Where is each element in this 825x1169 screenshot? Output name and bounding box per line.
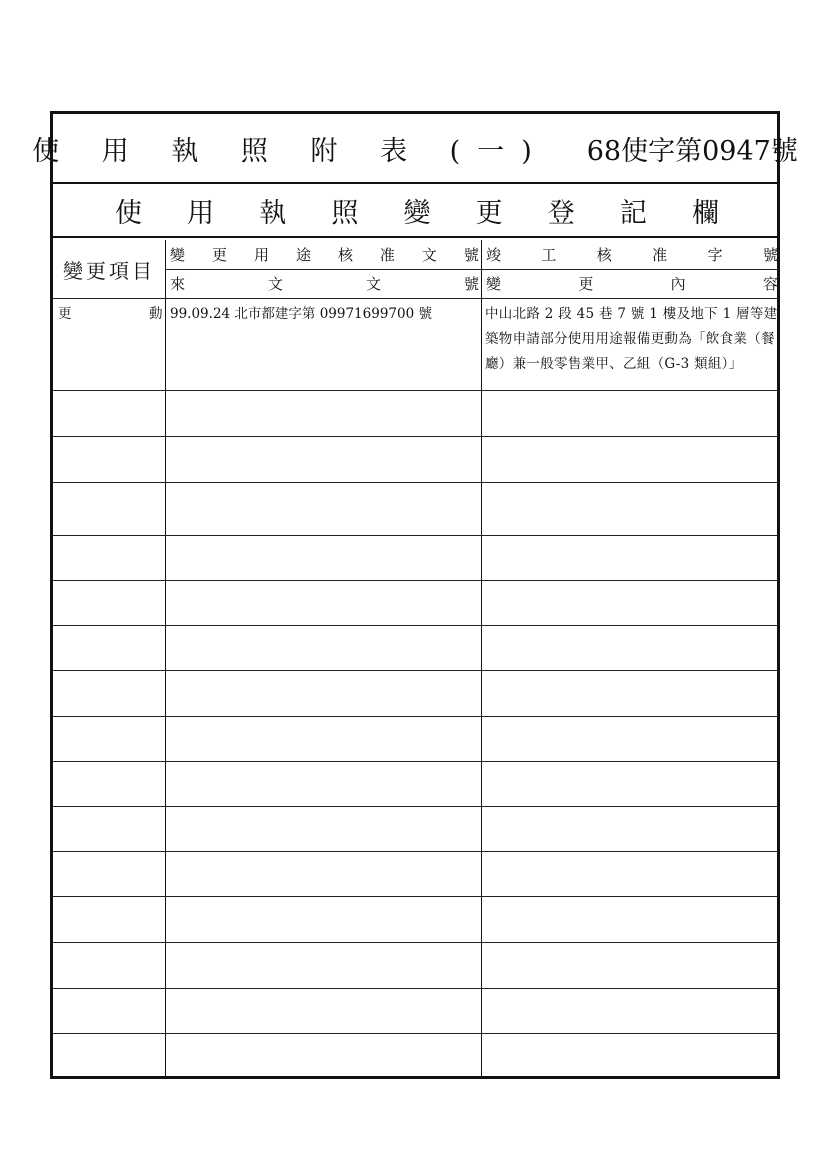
- register-heading-char: 照: [331, 197, 359, 229]
- table-row-rule: [53, 716, 777, 717]
- register-heading-char: 執: [259, 197, 287, 229]
- table-row-rule: [53, 942, 777, 943]
- header-incoming-doc-number: 來 文 文 號: [170, 275, 479, 293]
- form-title: 使 用 執 照 附 表 (一): [32, 135, 549, 167]
- register-heading-char: 用: [187, 197, 215, 229]
- table-row-rule: [53, 390, 777, 391]
- register-heading-char: 欄: [692, 197, 719, 229]
- table-row-rule: [53, 670, 777, 671]
- table-row-rule: [53, 1033, 777, 1034]
- register-heading: [53, 184, 777, 238]
- table-row-rule: [53, 761, 777, 762]
- header-change-item: 變更項目: [63, 258, 155, 283]
- permit-attachment-form: [32, 111, 798, 1079]
- table-row-rule: [53, 482, 777, 483]
- row-change-item-second: 動: [149, 306, 163, 322]
- register-heading-char: 登: [547, 197, 575, 229]
- table-row-rule: [53, 436, 777, 437]
- table-row-rule: [53, 896, 777, 897]
- table-row-rule: [53, 988, 777, 989]
- column-divider: [165, 240, 166, 1076]
- table-row-rule: [53, 580, 777, 581]
- column-divider: [481, 240, 482, 1076]
- header-change-content: 變 更 內 容: [486, 275, 778, 293]
- row-change-item-first: 更: [58, 306, 72, 322]
- row-doc-number: 99.09.24 北市都建字第 09971699700 號: [170, 306, 432, 322]
- register-heading-char: 記: [619, 197, 647, 229]
- header-divider: [166, 269, 777, 270]
- table-row-rule: [53, 625, 777, 626]
- register-heading-char: 變: [403, 197, 431, 229]
- register-heading-char: 更: [475, 197, 503, 229]
- change-record-table: [53, 240, 777, 1076]
- table-row-rule: [53, 851, 777, 852]
- header-approval-doc-number: 變 更 用 途 核 准 文 號: [170, 246, 479, 264]
- row-change-content: 中山北路 2 段 45 巷 7 號 1 樓及地下 1 層等建築物申請部分使用用途報備更動為「飲食業（餐廳）兼一般零售業甲、乙組（G-3 類組）」: [485, 306, 778, 372]
- permit-number: 68使字第0947號: [586, 135, 798, 167]
- header-bottom-rule: [53, 298, 777, 299]
- register-heading-char: 使: [115, 197, 142, 229]
- header-completion-approval-number: 竣 工 核 准 字 號: [486, 246, 778, 264]
- form-title-row: [32, 114, 798, 184]
- table-row-rule: [53, 535, 777, 536]
- table-row-rule: [53, 806, 777, 807]
